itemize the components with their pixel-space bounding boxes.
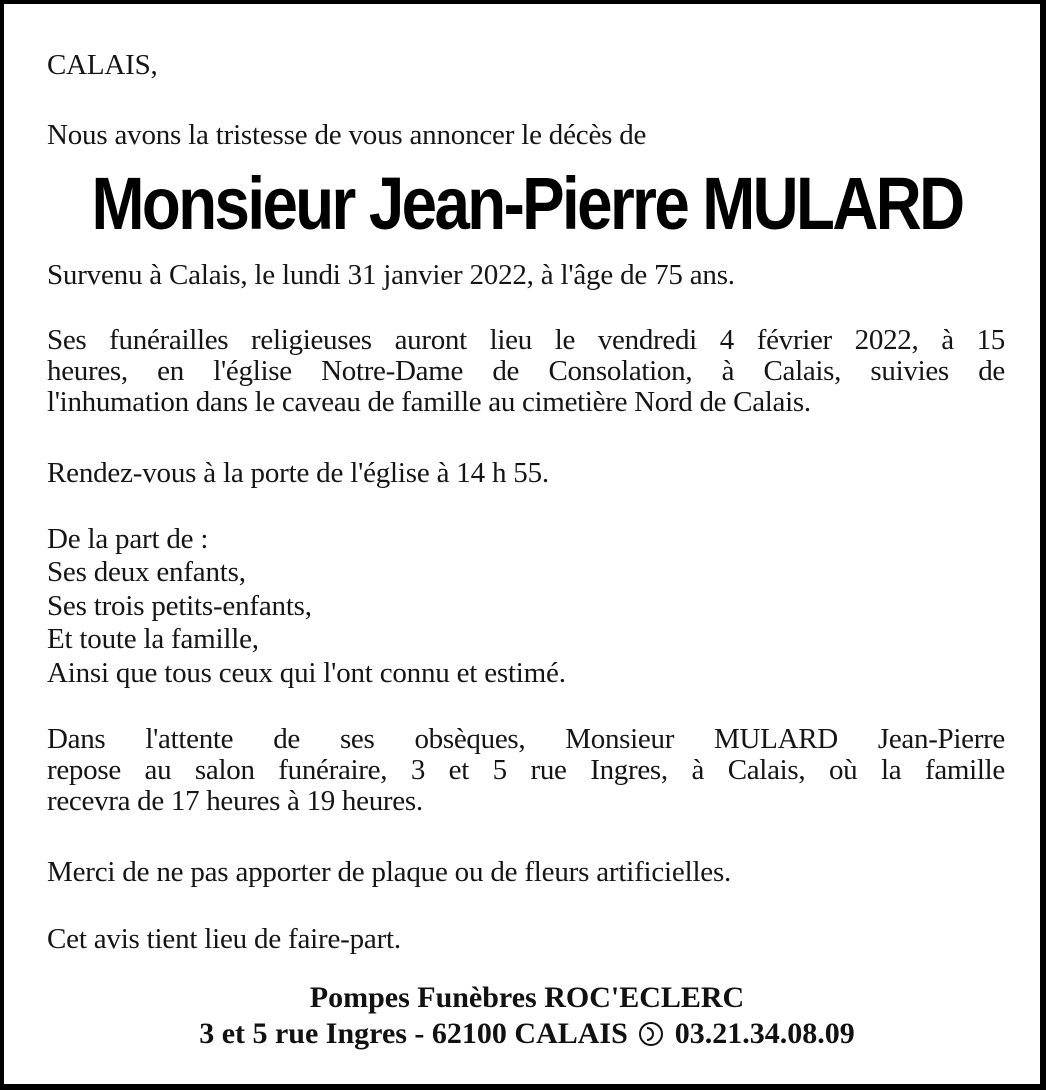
viewing-line: recevra de 17 heures à 19 heures.: [47, 785, 423, 817]
death-info: Survenu à Calais, le lundi 31 janvier 2022, à l'âge de 75 ans.: [47, 259, 735, 291]
phone-icon: [639, 1022, 663, 1046]
from-item: Ses deux enfants,: [47, 556, 246, 588]
funeral-home-address: 3 et 5 rue Ingres - 62100 CALAIS: [199, 1017, 628, 1050]
intro-text: Nous avons la tristesse de vous annoncer le décès de: [47, 119, 647, 151]
meeting-text: Rendez-vous à la porte de l'église à 14 h 55.: [47, 457, 549, 489]
deceased-name: Monsieur Jean-Pierre MULARD: [91, 162, 963, 245]
funeral-line: l'inhumation dans le caveau de famille au cimetière Nord de Calais.: [47, 386, 811, 418]
funeral-home-contact: [4, 1017, 1046, 1051]
funeral-home-phone: 03.21.34.08.09: [674, 1017, 855, 1050]
viewing-paragraph: [47, 724, 1005, 817]
from-item: Ainsi que tous ceux qui l'ont connu et estimé.: [47, 657, 566, 689]
from-heading: De la part de :: [47, 523, 209, 555]
funeral-home-name: Pompes Funèbres ROC'ECLERC: [309, 981, 745, 1014]
place-heading: CALAIS,: [47, 49, 158, 81]
from-item: Et toute la famille,: [47, 623, 259, 655]
funeral-line: heures, en l'église Notre-Dame de Consolation, à Calais, suivies de: [47, 355, 1005, 387]
viewing-line: repose au salon funéraire, 3 et 5 rue Ingres, à Calais, où la famille: [47, 754, 1005, 786]
request-text: Merci de ne pas apporter de plaque ou de fleurs artificielles.: [47, 856, 732, 888]
viewing-line: Dans l'attente de ses obsèques, Monsieur MULARD Jean-Pierre: [47, 723, 1005, 755]
from-item: Ses trois petits-enfants,: [47, 590, 312, 622]
funeral-paragraph: [47, 325, 1005, 418]
closing-text: Cet avis tient lieu de faire-part.: [47, 923, 401, 955]
funeral-line: Ses funérailles religieuses auront lieu le vendredi 4 février 2022, à 15: [47, 324, 1005, 356]
